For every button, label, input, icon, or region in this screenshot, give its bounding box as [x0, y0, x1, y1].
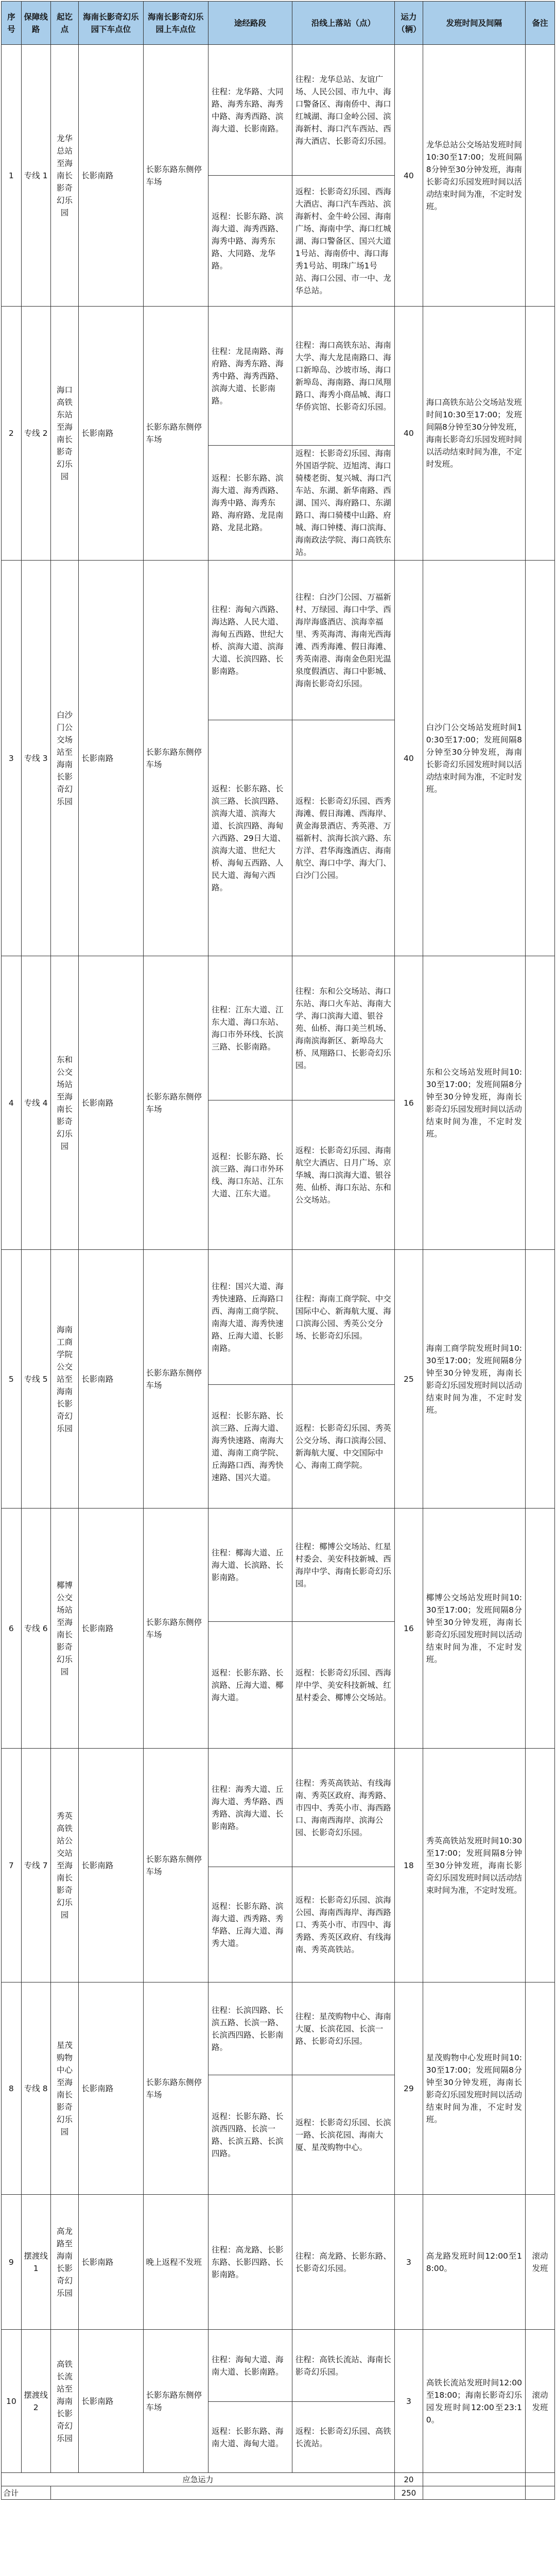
- total-blank: [423, 2486, 525, 2500]
- row-stations-out: 往程：白沙门公园、万福新村、万绿园、海口中学、西海岸海盛酒店、滨海幸福里、秀英海湾、海南光西海滩、西秀海滩、假日海滩、秀英南港、海南金色阳光温泉度假酒店、海口中影城、海南长影奇幻乐园。: [292, 561, 394, 720]
- row-stations-out: 往程：高龙路、长影东路、长影奇幻乐园。: [292, 2195, 394, 2330]
- row-stations-out: 往程：星茂购物中心、海南大厦、长滨花园、长滨一路、长影奇幻乐园。: [292, 1982, 394, 2075]
- row-index: 5: [2, 1250, 22, 1509]
- row-index: 8: [2, 1982, 22, 2195]
- row-route-out: 往程：龙华路、大同路、海秀东路、海秀中路、海秀西路、滨海大道、长影南路。: [208, 45, 292, 176]
- row-route-out: 往程：国兴大道、海秀快速路、丘海路口西、海南工商学院、南海大道、海秀快速路、丘海大道、长影南路。: [208, 1250, 292, 1385]
- row-capacity: 3: [395, 2195, 423, 2330]
- row-stations-return: 返程：长影奇幻乐园、高铁长流站。: [292, 2402, 394, 2473]
- row-capacity: 25: [395, 1250, 423, 1509]
- row-stations-return: 返程：长影奇幻乐园、海南航空大酒店、日月广场、京华城、海口滨海大道、银谷苑、仙桥、海口东站、东和公交场站。: [292, 1100, 394, 1250]
- row-drop-point: 长影南路: [79, 2195, 143, 2330]
- row-index: 1: [2, 45, 22, 307]
- row-stations-out: 往程：龙华总站、友谊广场、人民公园、市九中、海口警备区、海南侨中、海口红城湖、海口金岭公园、滨海新村、海口汽车西站、西海大酒店、长影奇幻乐园。: [292, 45, 394, 176]
- row-stations-return: 返程：长影奇幻乐园、西秀海滩、假日海滩、西海岸、黄金海景酒店、秀英港、万福新村、滨海长滨六路、东方洋、君华海逸酒店、海南航空、海口中学、海大门、白沙门公园。: [292, 720, 394, 956]
- row-stations-out: 往程：高铁长流站、海南长影奇幻乐园。: [292, 2330, 394, 2402]
- row-schedule: 海南工商学院发班时间10:30至17:00；发班间隔8分钟至30分钟发班，海南长影奇幻乐园发班时间以活动结束时间为准，不定时发班。: [423, 1250, 525, 1509]
- row-route-return: 返程：长影东路、长滨西四路、长滨一路、长滨五路、长滨四路。: [208, 2075, 292, 2195]
- row-route-out: 往程：海秀大道、丘海大道、秀华路、西秀路、滨海大道、长影南路。: [208, 1749, 292, 1867]
- row-index: 3: [2, 561, 22, 956]
- row-note: 滚动发班: [526, 2330, 555, 2473]
- row-route-return: 返程：长影东路、长滨三路、长滨四路、滨海大道、滨海大道、长滨四路、海甸六西路、29日大道、滨海大道、世纪大桥、海甸五西路、人民大道、海甸六西路。: [208, 720, 292, 956]
- header-drop: 海南长影奇幻乐园下车点位: [79, 2, 143, 45]
- row-route-return: 返程：长影东路、长滨三路、丘海大道、海秀快速路、南海大道、海南工商学院、丘海路口西、海秀快速路、国兴大道。: [208, 1385, 292, 1509]
- row-origin: 白沙门公交场站至海南长影奇幻乐园: [50, 561, 79, 956]
- row-note: 滚动发班: [526, 2195, 555, 2330]
- row-capacity: 16: [395, 956, 423, 1250]
- row-schedule: 龙华总站公交场站发班时间10:30至17:00；发班间隔8分钟至30分钟发班，海南长影奇幻乐园发班时间以活动结束时间为准，不定时发班。: [423, 45, 525, 307]
- row-line-name: 专线 6: [21, 1509, 50, 1749]
- bus-line-table: [1, 1, 555, 2500]
- row-origin: 高铁长流站至海南长影奇幻乐园: [50, 2330, 79, 2473]
- total-value: 250: [395, 2486, 423, 2500]
- emergency-row: [2, 2473, 555, 2486]
- row-pickup-point: 长影东路东侧停车场: [143, 1250, 208, 1509]
- row-capacity: 40: [395, 307, 423, 561]
- row-origin: 星茂购物中心至海南长影奇幻乐园: [50, 1982, 79, 2195]
- row-route-return: 返程：长影东路、长滨三路、海口市外环线、海口东站、江东大道、江东大道。: [208, 1100, 292, 1250]
- table-row: [2, 45, 555, 176]
- row-note: [526, 561, 555, 956]
- row-index: 10: [2, 2330, 22, 2473]
- row-capacity: 29: [395, 1982, 423, 2195]
- emergency-blank: [526, 2473, 555, 2486]
- table-row: [2, 2330, 555, 2402]
- row-line-name: 专线 4: [21, 956, 50, 1250]
- table-row: [2, 956, 555, 1100]
- row-drop-point: 长影南路: [79, 1250, 143, 1509]
- row-route-out: 往程：长滨四路、长滨五路、长滨一路、长滨西四路、长影南路。: [208, 1982, 292, 2075]
- row-note: [526, 45, 555, 307]
- table-header-row: [2, 2, 555, 45]
- row-line-name: 专线 8: [21, 1982, 50, 2195]
- table-row: [2, 1509, 555, 1622]
- row-drop-point: 长影南路: [79, 561, 143, 956]
- row-note: [526, 1982, 555, 2195]
- row-stations-return: 返程：长影奇幻乐园、秀英公交分场、海口滨海公园、新海航大厦、中交国际中心、海南工商学院。: [292, 1385, 394, 1509]
- row-origin: 椰博公交场站至海南长影奇幻乐园: [50, 1509, 79, 1749]
- header-origin: 起讫点: [50, 2, 79, 45]
- row-schedule: 星茂购物中心发班时间10:30至17:00；发班间隔8分钟至30分钟发班，海南长影奇幻乐园发班时间以活动结束时间为准，不定时发班。: [423, 1982, 525, 2195]
- row-origin: 海口高铁东站至海南长影奇幻乐园: [50, 307, 79, 561]
- table-row: [2, 1250, 555, 1385]
- row-route-return: 返程：长影东路、滨海大道、海秀西路、海秀中路、海秀东路、海府路、龙昆南路、龙昆北路。: [208, 446, 292, 561]
- row-stations-out: 往程：海南工商学院、中交国际中心、新海航大厦、海口滨海公园、秀英公交分场、长影奇幻乐园。: [292, 1250, 394, 1385]
- total-row: [2, 2486, 555, 2500]
- row-stations-out: 往程：海口高铁东站、海南大学、海大龙昆南路口、海口新埠岛、沙坡市场、海口新埠岛、海南路、海口凤翔路口、海秀小商品城、海口华侨宾馆、长影奇幻乐园。: [292, 307, 394, 446]
- table-row: [2, 1749, 555, 1867]
- emergency-blank: [423, 2473, 525, 2486]
- row-index: 9: [2, 2195, 22, 2330]
- row-capacity: 18: [395, 1749, 423, 1982]
- header-note: 备注: [526, 2, 555, 45]
- row-origin: 高龙路至海南长影奇幻乐园: [50, 2195, 79, 2330]
- row-line-name: 专线 7: [21, 1749, 50, 1982]
- row-stations-return: 返程：长影奇幻乐园、长滨一路、长滨花园、海南大厦、星茂购物中心。: [292, 2075, 394, 2195]
- row-drop-point: 长影南路: [79, 1982, 143, 2195]
- emergency-label: 应急运力: [2, 2473, 395, 2486]
- total-label: 合计: [2, 2486, 51, 2500]
- row-stations-return: 返程：长影奇幻乐园、滨海公园、海南西海岸、海西路口、秀英小市、市四中、海秀路、秀英区政府、有线海南、秀英高铁站。: [292, 1867, 394, 1982]
- row-route-out: 往程：江东大道、江东大道、海口东站、海口市外环线、长滨三路、长影南路。: [208, 956, 292, 1100]
- row-origin: 龙华总站至海南长影奇幻乐园: [50, 45, 79, 307]
- row-drop-point: 长影南路: [79, 1509, 143, 1749]
- row-schedule: 高铁长流站发班时间12:00至18:00；海南长影奇幻乐园发班时间12:00至23:10。: [423, 2330, 525, 2473]
- row-index: 6: [2, 1509, 22, 1749]
- row-stations-return: 返程：长影奇幻乐园、西海大酒店、海口汽车西站、滨海新村、金牛岭公园、海南广场、海南中学、海口红城湖、海口警备区、国兴大道1号站、海南侨中、海口海秀1号站、明珠广场1号站、海口公园、市一中、龙华总站。: [292, 176, 394, 307]
- row-schedule: 高龙路发班时间12:00至18:00。: [423, 2195, 525, 2330]
- total-blank: [50, 2486, 394, 2500]
- row-route-return: 返程：长影东路、长滨路、丘海大道、椰海大道。: [208, 1622, 292, 1749]
- row-line-name: 专线 3: [21, 561, 50, 956]
- row-route-out: 往程：海甸大道、海南大道、长影南路。: [208, 2330, 292, 2402]
- row-note: [526, 1509, 555, 1749]
- row-pickup-point: 长影东路东侧停车场: [143, 1749, 208, 1982]
- row-drop-point: 长影南路: [79, 307, 143, 561]
- row-stations-out: 往程：秀英高铁站、有线海南、秀英区政府、海秀路、市四中、秀英小市、海西路口、海南西海岸、滨海公园、长影奇幻乐园。: [292, 1749, 394, 1867]
- row-note: [526, 956, 555, 1250]
- row-index: 7: [2, 1749, 22, 1982]
- row-stations-return: 返程：长影奇幻乐园、海南外国语学院、迈旭湾、海口骑楼老街、复兴城、海口汽车站、东湖、新华南路、西湖、国兴、海府路口、东湖路口、海口骑楼中山路、府城、海口钟楼、海口滨海、海南政法学院、海口高铁东站。: [292, 446, 394, 561]
- header-idx: 序号: [2, 2, 22, 45]
- header-line: 保障线路: [21, 2, 50, 45]
- row-capacity: 3: [395, 2330, 423, 2473]
- row-route-return: 返程：长影东路、海南大道、海甸大道。: [208, 2402, 292, 2473]
- row-index: 4: [2, 956, 22, 1250]
- row-route-out: 往程：椰海大道、丘海大道、长滨路、长影南路。: [208, 1509, 292, 1622]
- row-note: [526, 1250, 555, 1509]
- row-schedule: 东和公交场站发班时间10:30至17:00；发班间隔8分钟至30分钟发班，海南长影奇幻乐园发班时间以活动结束时间为准，不定时发班。: [423, 956, 525, 1250]
- row-route-return: 返程：长影东路、滨海大道、西秀路、秀华路、丘海大道、海秀大道。: [208, 1867, 292, 1982]
- row-line-name: 专线 5: [21, 1250, 50, 1509]
- row-drop-point: 长影南路: [79, 956, 143, 1250]
- row-route-out: 往程：高龙路、长影东路、长影四路、长影南路。: [208, 2195, 292, 2330]
- row-pickup-point: 长影东路东侧停车场: [143, 1982, 208, 2195]
- row-schedule: 秀英高铁站发班时间10:30至17:00；发班间隔8分钟至30分钟发班，海南长影奇幻乐园发班时间以活动结束时间为准，不定时发班。: [423, 1749, 525, 1982]
- row-line-name: 专线 2: [21, 307, 50, 561]
- row-stations-out: 往程：椰博公交场站、红星村委会、美安科技新城、西海岸中学、海南长影奇幻乐园。: [292, 1509, 394, 1622]
- row-note: [526, 1749, 555, 1982]
- emergency-value: 20: [395, 2473, 423, 2486]
- row-pickup-point: 晚上返程不发班: [143, 2195, 208, 2330]
- row-origin: 海南工商学院公交站至海南长影奇幻乐园: [50, 1250, 79, 1509]
- row-index: 2: [2, 307, 22, 561]
- row-pickup-point: 长影东路东侧停车场: [143, 307, 208, 561]
- row-pickup-point: 长影东路东侧停车场: [143, 2330, 208, 2473]
- header-route: 途经路段: [208, 2, 292, 45]
- row-line-name: 专线 1: [21, 45, 50, 307]
- row-line-name: 摆渡线 1: [21, 2195, 50, 2330]
- row-drop-point: 长影南路: [79, 1749, 143, 1982]
- row-drop-point: 长影南路: [79, 2330, 143, 2473]
- header-schedule: 发班时间及间隔: [423, 2, 525, 45]
- row-drop-point: 长影南路: [79, 45, 143, 307]
- header-capacity: 运力（辆）: [395, 2, 423, 45]
- header-stations: 沿线上落站（点）: [292, 2, 394, 45]
- row-stations-return: 返程：长影奇幻乐园、西海岸中学、美安科技新城、红星村委会、椰博公交场站。: [292, 1622, 394, 1749]
- row-schedule: 白沙门公交场站发班时间10:30至17:00；发班间隔8分钟至30分钟发班，海南长影奇幻乐园发班时间以活动结束时间为准，不定时发班。: [423, 561, 525, 956]
- row-origin: 秀英高铁站公交站至海南长影奇幻乐园: [50, 1749, 79, 1982]
- row-pickup-point: 长影东路东侧停车场: [143, 956, 208, 1250]
- row-capacity: 16: [395, 1509, 423, 1749]
- row-pickup-point: 长影东路东侧停车场: [143, 1509, 208, 1749]
- row-schedule: 椰博公交场站发班时间10:30至17:00；发班间隔8分钟至30分钟发班，海南长影奇幻乐园发班时间以活动结束时间为准，不定时发班。: [423, 1509, 525, 1749]
- row-note: [526, 307, 555, 561]
- row-capacity: 40: [395, 45, 423, 307]
- row-route-out: 往程：龙昆南路、海府路、海秀东路、海秀中路、海秀西路、滨海大道、长影南路。: [208, 307, 292, 446]
- row-schedule: 海口高铁东站公交场站发班时间10:30至17:00；发班间隔8分钟至30分钟发班，海南长影奇幻乐园发班时间以活动结束时间为准，不定时发班。: [423, 307, 525, 561]
- total-blank: [526, 2486, 555, 2500]
- row-pickup-point: 长影东路东侧停车场: [143, 561, 208, 956]
- row-capacity: 40: [395, 561, 423, 956]
- table-row: [2, 307, 555, 446]
- row-pickup-point: 长影东路东侧停车场: [143, 45, 208, 307]
- row-origin: 东和公交场站至海南长影奇幻乐园: [50, 956, 79, 1250]
- table-row: [2, 2195, 555, 2330]
- table-row: [2, 1982, 555, 2075]
- header-pickup: 海南长影奇幻乐园上车点位: [143, 2, 208, 45]
- row-route-out: 往程：海甸六西路、海达路、人民大道、海甸五西路、世纪大桥、滨海大道、滨海大道、长滨四路、长影南路。: [208, 561, 292, 720]
- row-route-return: 返程：长影东路、滨海大道、海秀西路、海秀中路、海秀东路、大同路、龙华路。: [208, 176, 292, 307]
- table-row: [2, 561, 555, 720]
- row-stations-out: 往程：东和公交场站、海口东站、海口火车站、海南大学、海口滨海大道、银谷苑、仙桥、海口美兰机场、海南滨海新区、新埠岛大桥、凤翔路口、长影奇幻乐园。: [292, 956, 394, 1100]
- row-line-name: 摆渡线 2: [21, 2330, 50, 2473]
